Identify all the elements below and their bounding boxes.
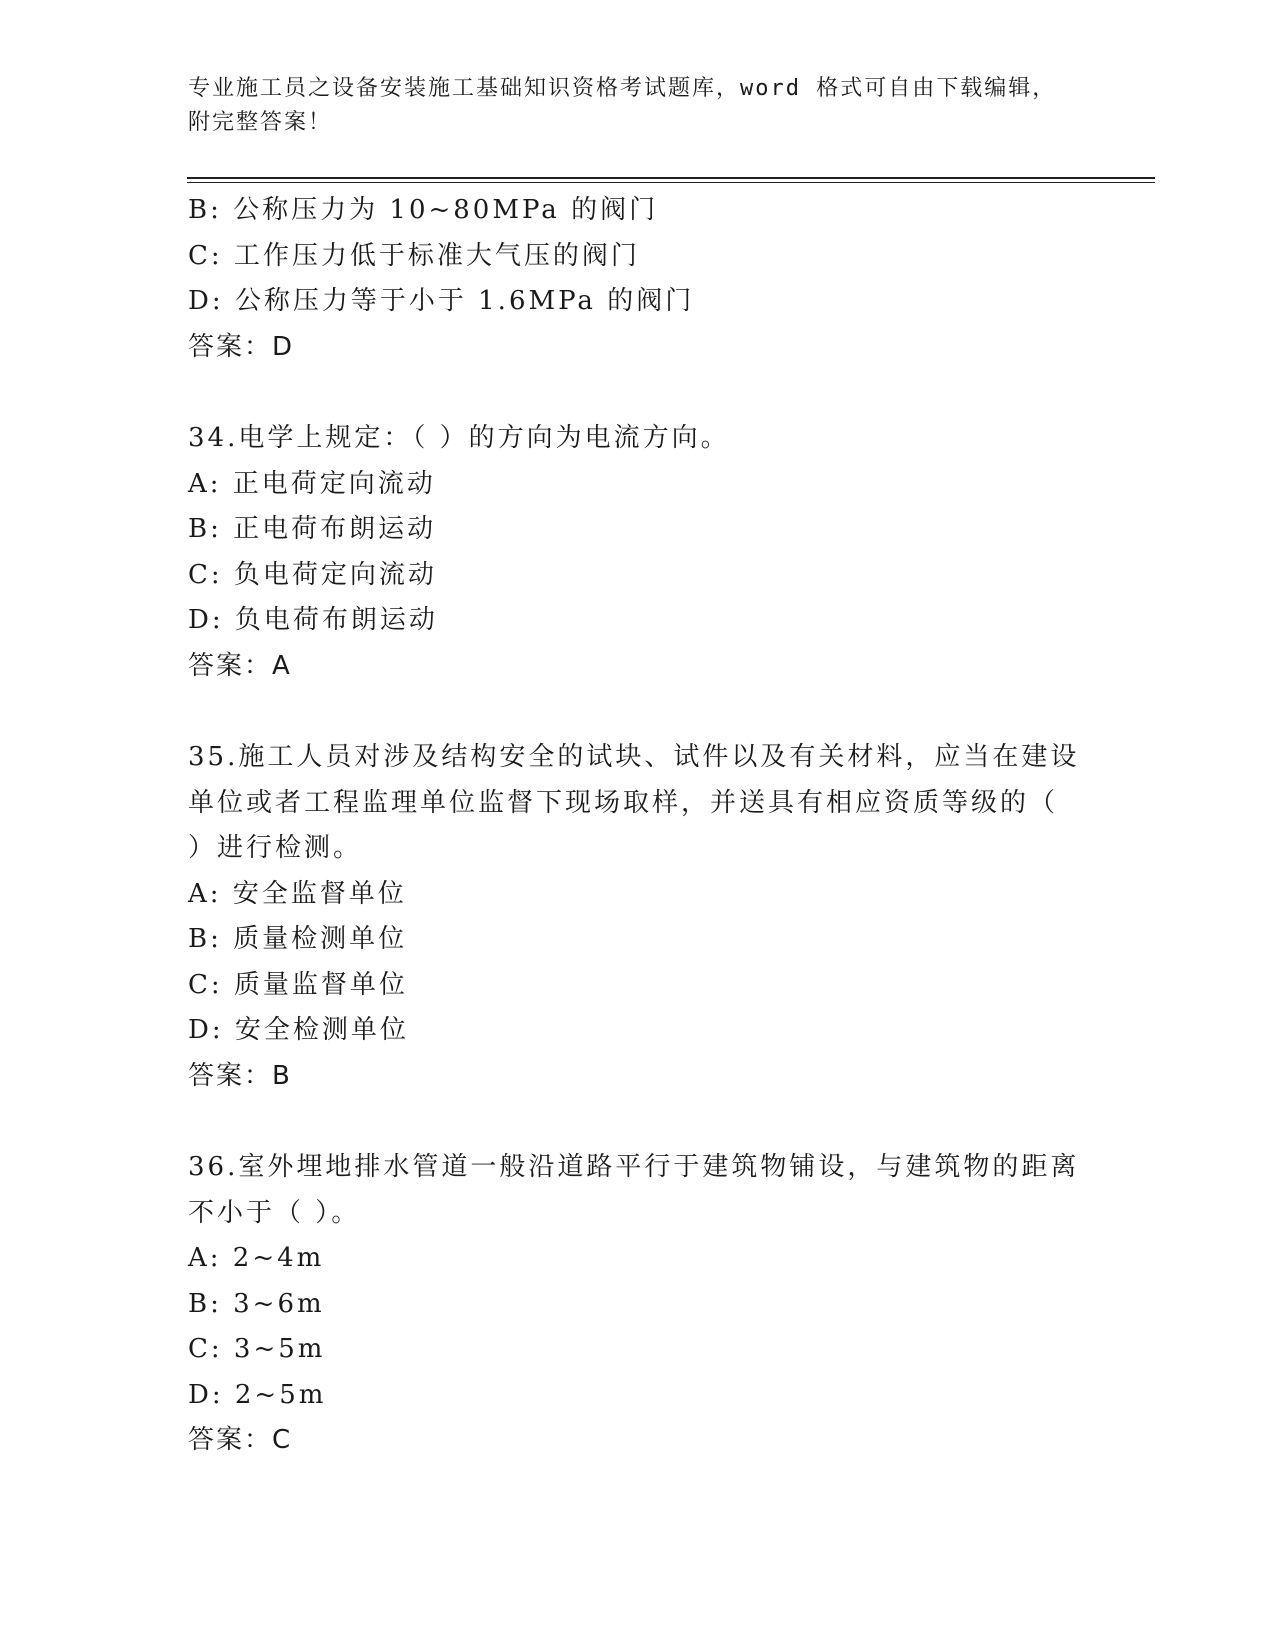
option-c: C: 3~5m — [188, 1334, 326, 1364]
header-line-2: 附完整答案！ — [188, 110, 333, 135]
option-b: B: 正电荷布朗运动 — [188, 514, 437, 544]
question-block-34 — [188, 416, 1088, 689]
question-stem-line: 不小于（ ）。 — [188, 1197, 361, 1228]
header-divider-thin — [187, 182, 1155, 183]
option-a: A: 2~4m — [188, 1243, 325, 1273]
question-stem-line: 35.施工人员对涉及结构安全的试块、试件以及有关材料，应当在建设 — [188, 742, 1080, 772]
question-block-35 — [188, 735, 1088, 1099]
option-b: B: 3~6m — [188, 1288, 325, 1319]
option-d: D: 公称压力等于小于 1.6MPa 的阀门 — [188, 286, 695, 316]
header-divider — [187, 177, 1155, 179]
question-block-36 — [188, 1145, 1088, 1464]
answer: 答案：C — [188, 1425, 293, 1455]
answer: 答案：A — [188, 650, 292, 681]
option-b: B: 质量检测单位 — [188, 924, 408, 954]
option-d: D: 负电荷布朗运动 — [188, 605, 438, 635]
option-c: C: 质量监督单位 — [188, 969, 408, 1000]
option-a: A: 安全监督单位 — [188, 878, 407, 909]
header-line-1: 专业施工员之设备安装施工基础知识资格考试题库，word 格式可自由下载编辑， — [188, 76, 1057, 101]
question-list — [188, 188, 1088, 1464]
spacer — [188, 370, 1088, 416]
option-c: C: 负电荷定向流动 — [188, 559, 437, 590]
question-stem-line: ）进行检测。 — [188, 833, 363, 863]
spacer — [188, 689, 1088, 735]
option-d: D: 2~5m — [188, 1379, 327, 1410]
question-stem-line: 单位或者工程监理单位监督下现场取样，并送具有相应资质等级的（ — [188, 787, 1059, 818]
question-block-prev — [188, 188, 1088, 370]
answer: 答案：D — [188, 331, 295, 362]
option-a: A: 正电荷定向流动 — [188, 468, 436, 499]
question-stem: 34.电学上规定：（ ）的方向为电流方向。 — [188, 423, 730, 453]
document-header — [188, 72, 1068, 140]
option-d: D: 安全检测单位 — [188, 1015, 409, 1045]
option-c: C: 工作压力低于标准大气压的阀门 — [188, 240, 640, 271]
question-stem-line: 36.室外埋地排水管道一般沿道路平行于建筑物铺设，与建筑物的距离 — [188, 1152, 1080, 1182]
answer: 答案：B — [188, 1060, 292, 1091]
spacer — [188, 1099, 1088, 1145]
option-b: B: 公称压力为 10~80MPa 的阀门 — [188, 195, 659, 225]
